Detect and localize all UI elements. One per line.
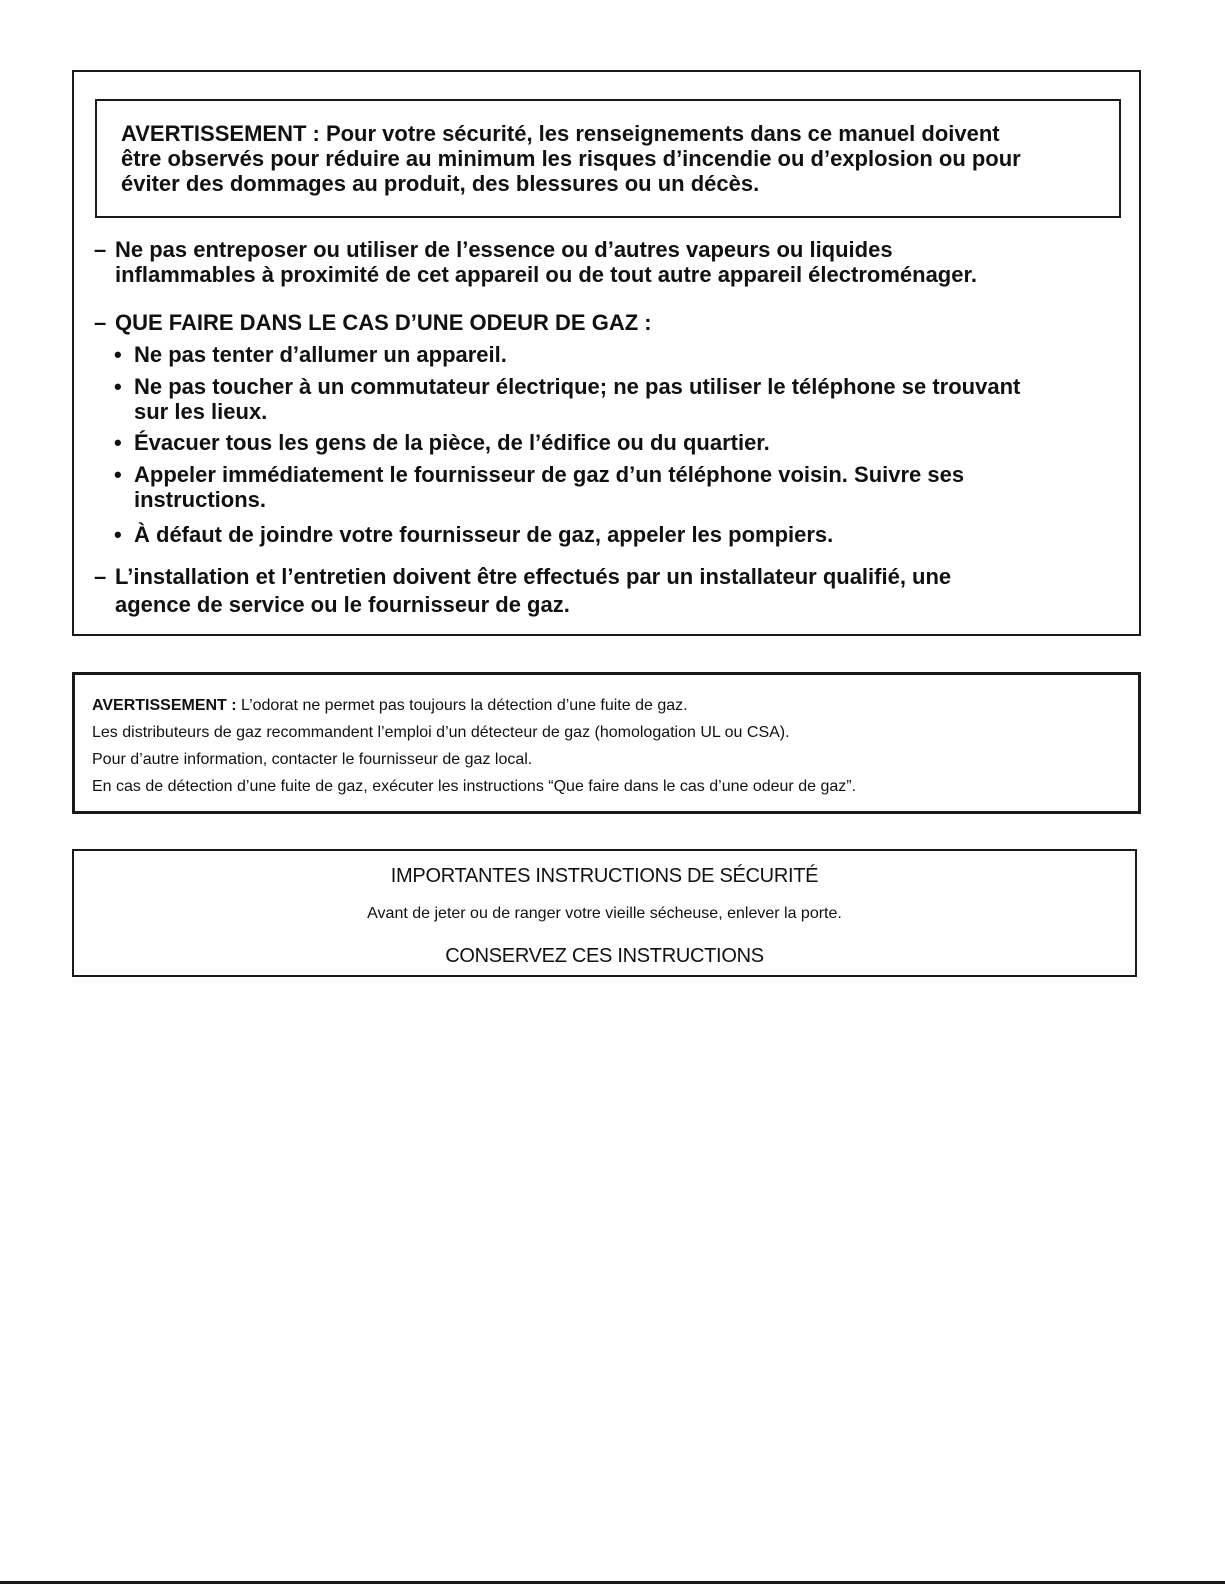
main-warning-box [72,70,1141,636]
heading-line: AVERTISSEMENT : Pour votre sécurité, les renseignements dans ce manuel doivent [121,121,1000,146]
dash-marker: – [94,564,107,589]
item-line: Ne pas entreposer ou utiliser de l’essence ou d’autres vapeurs ou liquides [115,237,893,262]
bullet-item [114,342,1123,367]
gas-warning-line: Les distributeurs de gaz recommandent l’emploi d’un détecteur de gaz (homologation UL ou CSA). [92,724,790,741]
page-bottom-rule [0,1581,1225,1584]
item-line: QUE FAIRE DANS LE CAS D’UNE ODEUR DE GAZ : [115,310,652,335]
dash-marker: – [94,237,107,262]
safety-title: IMPORTANTES INSTRUCTIONS DE SÉCURITÉ [390,865,819,887]
warning-item-installation [94,564,1123,617]
bullet-item [114,462,1123,512]
warning-item-storage [94,237,1123,287]
item-line: L’installation et l’entretien doivent être effectués par un installateur qualifié, une [115,564,952,589]
gas-warning-line [92,692,1138,719]
bullet-item [114,374,1123,424]
bullet-line: sur les lieux. [134,399,268,424]
bullet-marker: • [114,522,122,547]
bullet-line: Évacuer tous les gens de la pièce, de l’édifice ou du quartier. [134,430,770,455]
bullet-line: Ne pas toucher à un commutateur électrique; ne pas utiliser le téléphone se trouvant [134,374,1021,399]
bullet-marker: • [114,374,122,399]
gas-warning-text: L’odorat ne permet pas toujours la détection d’une fuite de gaz. [236,697,688,714]
gas-warning-line: Pour d’autre information, contacter le fournisseur de gaz local. [92,751,533,768]
dash-marker: – [94,310,107,335]
bullet-line: Appeler immédiatement le fournisseur de gaz d’un téléphone voisin. Suivre ses [134,462,965,487]
bullet-item [114,522,1123,547]
safety-instructions-box [72,849,1137,977]
item-line: inflammables à proximité de cet appareil ou de tout autre appareil électroménager. [115,262,977,287]
bullet-marker: • [114,430,122,455]
gas-warning-line: En cas de détection d’une fuite de gaz, exécuter les instructions “Que faire dans le cas d’une odeur de gaz”. [92,778,857,795]
bullet-line: À défaut de joindre votre fournisseur de gaz, appeler les pompiers. [134,522,834,547]
heading-line: éviter des dommages au produit, des blessures ou un décès. [121,171,760,196]
bullet-marker: • [114,462,122,487]
gas-leak-warning-box [72,672,1141,814]
bullet-item [114,430,1123,455]
bullet-marker: • [114,342,122,367]
gas-warning-label: AVERTISSEMENT : [92,697,237,714]
safety-footer: CONSERVEZ CES INSTRUCTIONS [445,945,764,967]
item-line: agence de service ou le fournisseur de gaz. [115,592,570,617]
main-warning-heading-box [95,99,1121,218]
bullet-line: Ne pas tenter d’allumer un appareil. [134,342,507,367]
warning-item-gas-odor-title [94,310,1123,335]
bullet-line: instructions. [134,487,267,512]
safety-text: Avant de jeter ou de ranger votre vieille sécheuse, enlever la porte. [367,905,842,922]
heading-line: être observés pour réduire au minimum les risques d’incendie ou d’explosion ou pour [121,146,1021,171]
